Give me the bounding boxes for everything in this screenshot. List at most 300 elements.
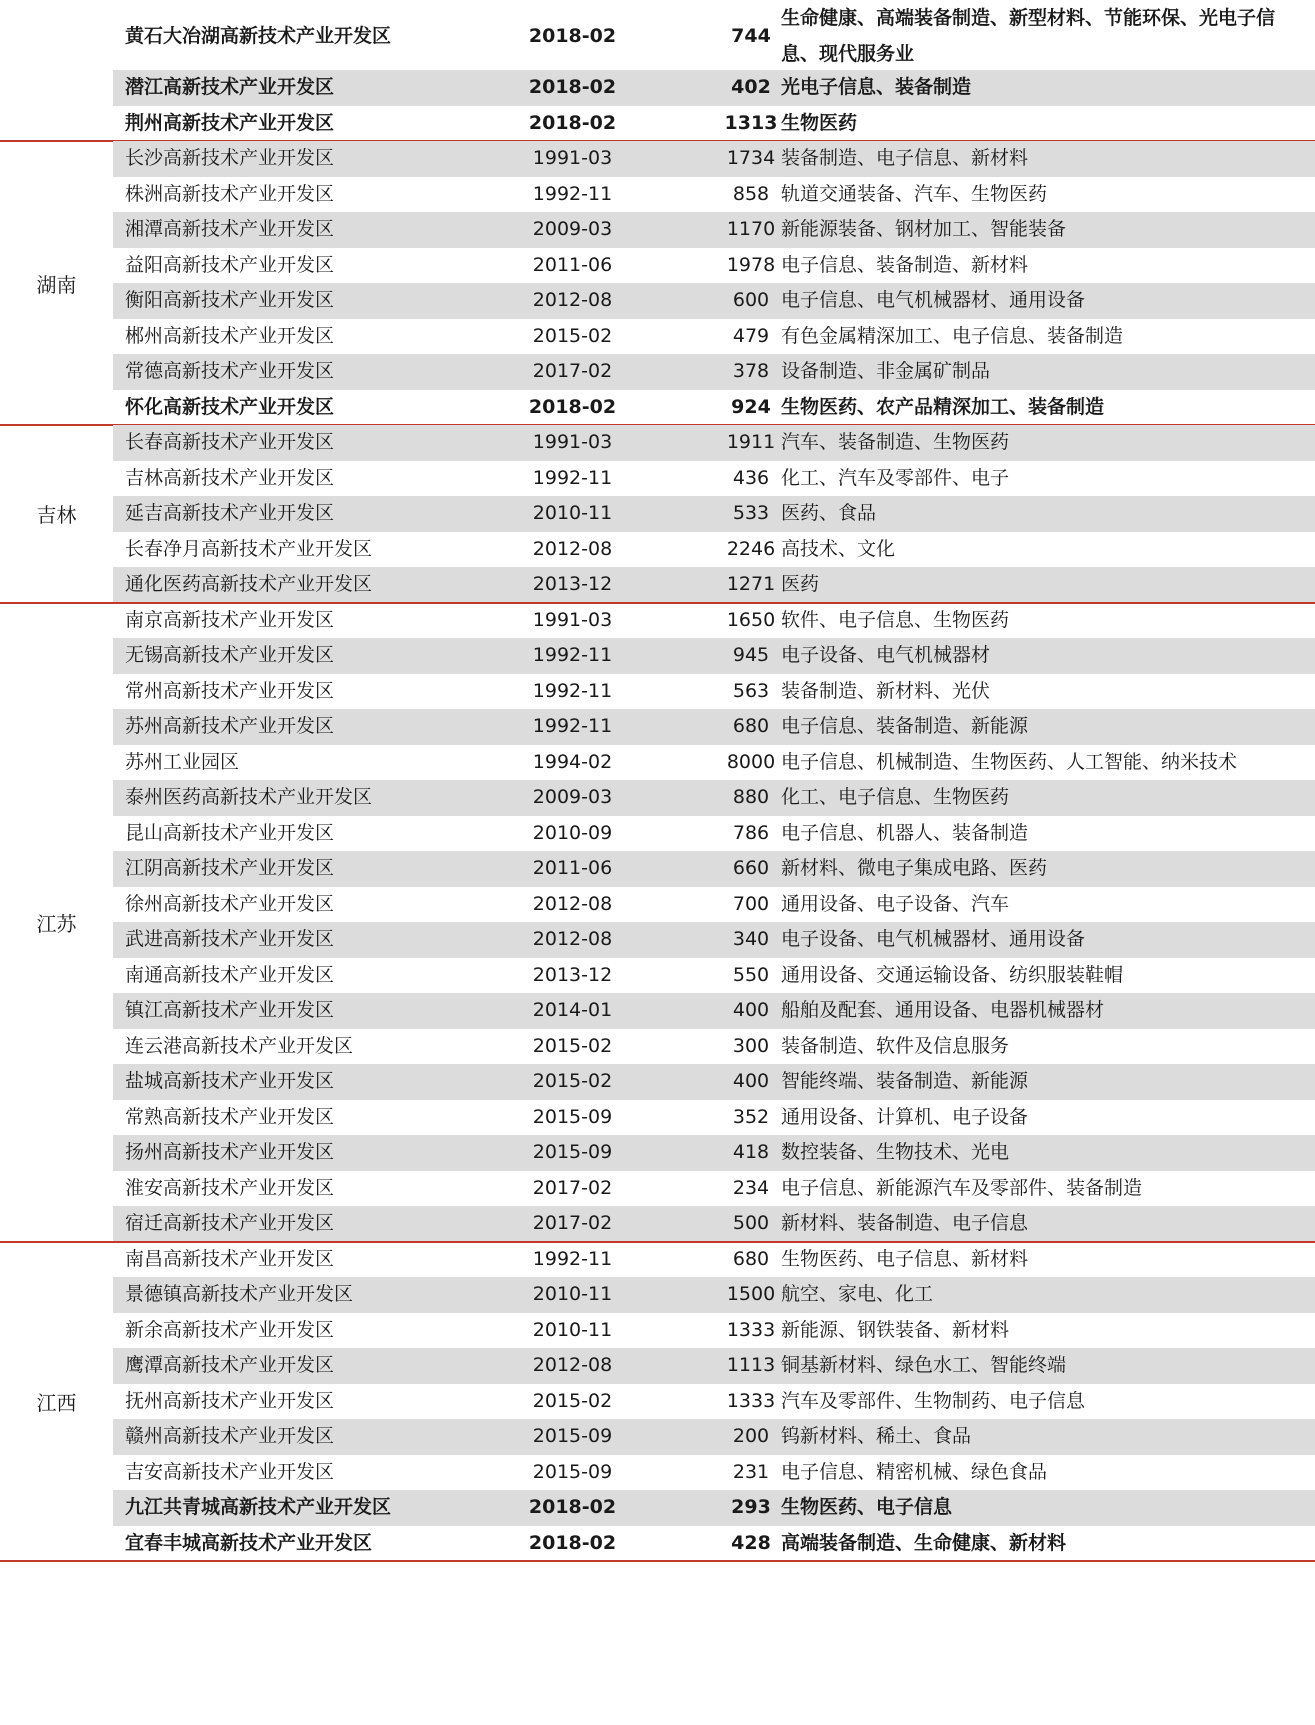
industries-text: 化工、汽车及零部件、电子 <box>781 466 1010 489</box>
industries-text: 新材料、微电子集成电路、医药 <box>781 857 1048 880</box>
area-value-text: 550 <box>732 963 770 986</box>
zone-name <box>125 1242 485 1278</box>
industries-text: 通用设备、电子设备、汽车 <box>781 892 1010 915</box>
approval-date <box>495 1348 650 1384</box>
table-row <box>113 780 1315 816</box>
zone-name <box>125 1277 485 1313</box>
zone-name <box>125 1490 485 1526</box>
zone-name <box>125 212 485 248</box>
industries <box>781 1206 1311 1242</box>
approval-date <box>495 1313 650 1349</box>
zone-name <box>125 780 485 816</box>
industries <box>781 106 1311 142</box>
zone-name-text: 益阳高新技术产业开发区 <box>125 253 335 276</box>
industries-text: 汽车、装备制造、生物医药 <box>781 431 1010 454</box>
industries-text: 有色金属精深加工、电子信息、装备制造 <box>781 324 1124 347</box>
zone-name-text: 江阴高新技术产业开发区 <box>125 857 335 880</box>
industries-text: 电子信息、精密机械、绿色食品 <box>781 1460 1048 1483</box>
zone-name-text: 长春净月高新技术产业开发区 <box>125 537 373 560</box>
industries-text: 设备制造、非金属矿制品 <box>781 360 991 383</box>
zone-name-text: 株洲高新技术产业开发区 <box>125 182 335 205</box>
zone-name-text: 徐州高新技术产业开发区 <box>125 892 335 915</box>
industries-text: 船舶及配套、通用设备、电器机械器材 <box>781 999 1105 1022</box>
approval-date-text: 2009-03 <box>532 786 613 809</box>
approval-date-text: 2010-11 <box>532 1283 613 1306</box>
industries-text: 化工、电子信息、生物医药 <box>781 786 1010 809</box>
province-label: 吉林 <box>36 503 77 528</box>
approval-date-text: 1992-11 <box>532 644 613 667</box>
zone-name-text: 郴州高新技术产业开发区 <box>125 324 335 347</box>
industries <box>781 709 1311 745</box>
approval-date-text: 2011-06 <box>532 253 613 276</box>
industries <box>781 141 1311 177</box>
industries <box>781 603 1311 639</box>
industries-text: 医药、食品 <box>781 502 877 525</box>
area-value-text: 479 <box>732 324 770 347</box>
approval-date <box>495 1384 650 1420</box>
area-value-text: 8000 <box>726 750 776 773</box>
area-value-text: 1911 <box>726 431 776 454</box>
table-row <box>113 1171 1315 1207</box>
zone-name-text: 新余高新技术产业开发区 <box>125 1318 335 1341</box>
industries-text: 轨道交通装备、汽车、生物医药 <box>781 182 1048 205</box>
zone-name <box>125 177 485 213</box>
industries <box>781 1029 1311 1065</box>
table-row <box>113 887 1315 923</box>
area-value-text: 500 <box>732 1212 770 1235</box>
zone-name <box>125 532 485 568</box>
industries <box>781 461 1311 497</box>
industries <box>781 1277 1311 1313</box>
industries <box>781 1419 1311 1455</box>
approval-date-text: 2018-02 <box>528 395 617 418</box>
approval-date <box>495 993 650 1029</box>
approval-date <box>495 958 650 994</box>
industries-text: 数控装备、生物技术、光电 <box>781 1141 1010 1164</box>
approval-date-text: 1992-11 <box>532 182 613 205</box>
approval-date-text: 2015-02 <box>532 1389 613 1412</box>
approval-date-text: 2009-03 <box>532 218 613 241</box>
approval-date-text: 1992-11 <box>532 1247 613 1270</box>
approval-date <box>495 248 650 284</box>
approval-date <box>495 106 650 142</box>
area-value-text: 400 <box>732 999 770 1022</box>
area-value-text: 418 <box>732 1141 770 1164</box>
zone-name-text: 宜春丰城高新技术产业开发区 <box>125 1531 373 1554</box>
zone-name <box>125 922 485 958</box>
zone-name <box>125 1171 485 1207</box>
approval-date-text: 2017-02 <box>532 1176 613 1199</box>
approval-date <box>495 1171 650 1207</box>
table-row <box>113 1064 1315 1100</box>
approval-date-text: 2012-08 <box>532 1354 613 1377</box>
area-value-text: 2246 <box>726 537 776 560</box>
approval-date-text: 2015-02 <box>532 324 613 347</box>
industries <box>781 212 1311 248</box>
approval-date <box>495 70 650 106</box>
province-label: 湖南 <box>36 272 77 297</box>
table-row <box>113 1313 1315 1349</box>
zone-name-text: 南京高新技术产业开发区 <box>125 608 335 631</box>
zone-name-text: 吉林高新技术产业开发区 <box>125 466 335 489</box>
approval-date <box>495 851 650 887</box>
industries-text: 铜基新材料、绿色水工、智能终端 <box>781 1354 1067 1377</box>
approval-date-text: 1992-11 <box>532 715 613 738</box>
approval-date-text: 2010-11 <box>532 502 613 525</box>
table-row <box>113 922 1315 958</box>
table-row <box>113 177 1315 213</box>
area-value-text: 402 <box>731 76 771 99</box>
industries-text: 电子信息、装备制造、新能源 <box>781 715 1029 738</box>
table-row <box>113 745 1315 781</box>
zone-name <box>125 283 485 319</box>
industries-text: 电子信息、机器人、装备制造 <box>781 821 1029 844</box>
table-row <box>113 141 1315 177</box>
area-value-text: 1113 <box>726 1354 776 1377</box>
approval-date-text: 2012-08 <box>532 537 613 560</box>
approval-date <box>495 816 650 852</box>
approval-date <box>495 1100 650 1136</box>
approval-date-text: 2011-06 <box>532 857 613 880</box>
industries <box>781 1384 1311 1420</box>
area-value-text: 1734 <box>726 147 776 170</box>
industries <box>781 425 1311 461</box>
industries <box>781 816 1311 852</box>
table-row <box>113 248 1315 284</box>
table-row <box>113 496 1315 532</box>
approval-date <box>495 1419 650 1455</box>
industries <box>781 958 1311 994</box>
zone-name-text: 怀化高新技术产业开发区 <box>125 395 335 418</box>
area-value-text: 600 <box>732 289 770 312</box>
table-row <box>113 1277 1315 1313</box>
area-value-text: 231 <box>732 1460 770 1483</box>
approval-date-text: 2015-02 <box>532 1070 613 1093</box>
area-value-text: 436 <box>732 466 770 489</box>
area-value-text: 1333 <box>726 1318 776 1341</box>
industries-text: 通用设备、交通运输设备、纺织服装鞋帽 <box>781 963 1124 986</box>
approval-date-text: 1992-11 <box>532 466 613 489</box>
approval-date-text: 2012-08 <box>532 289 613 312</box>
area-value-text: 880 <box>732 786 770 809</box>
zone-name <box>125 319 485 355</box>
industries-text: 生物医药 <box>781 111 858 134</box>
zone-name-text: 盐城高新技术产业开发区 <box>125 1070 335 1093</box>
zone-name <box>125 248 485 284</box>
approval-date <box>495 1277 650 1313</box>
industries <box>781 177 1311 213</box>
approval-date-text: 2013-12 <box>532 573 613 596</box>
approval-date-text: 2015-09 <box>532 1141 613 1164</box>
approval-date-text: 2018-02 <box>528 1496 617 1519</box>
table-row <box>113 2 1315 70</box>
table-row <box>113 1029 1315 1065</box>
area-value-text: 340 <box>732 928 770 951</box>
table-row <box>113 1348 1315 1384</box>
zone-name-text: 荆州高新技术产业开发区 <box>125 111 335 134</box>
zone-name <box>125 1526 485 1562</box>
approval-date <box>495 496 650 532</box>
table-row <box>113 425 1315 461</box>
approval-date <box>495 603 650 639</box>
zone-name-text: 长春高新技术产业开发区 <box>125 431 335 454</box>
zone-name <box>125 1455 485 1491</box>
industries <box>781 319 1311 355</box>
zone-name <box>125 887 485 923</box>
area-value-text: 1978 <box>726 253 776 276</box>
approval-date-text: 2010-11 <box>532 1318 613 1341</box>
industries-text: 航空、家电、化工 <box>781 1283 934 1306</box>
area-value-text: 1271 <box>726 573 776 596</box>
area-value-text: 352 <box>732 1105 770 1128</box>
approval-date <box>495 887 650 923</box>
zone-name <box>125 567 485 603</box>
industries <box>781 922 1311 958</box>
industries-text: 电子信息、电气机械器材、通用设备 <box>781 289 1086 312</box>
zone-name-text: 延吉高新技术产业开发区 <box>125 502 335 525</box>
zone-name-text: 赣州高新技术产业开发区 <box>125 1425 335 1448</box>
industries-text: 医药 <box>781 573 820 596</box>
table-row <box>113 319 1315 355</box>
zone-name-text: 苏州高新技术产业开发区 <box>125 715 335 738</box>
table-row <box>113 1135 1315 1171</box>
zone-name <box>125 993 485 1029</box>
approval-date-text: 2013-12 <box>532 963 613 986</box>
approval-date <box>495 567 650 603</box>
area-value-text: 200 <box>732 1425 770 1448</box>
area-value-text: 1313 <box>724 111 778 134</box>
table-row <box>113 567 1315 603</box>
industries <box>781 496 1311 532</box>
approval-date <box>495 922 650 958</box>
area-value-text: 660 <box>732 857 770 880</box>
industries <box>781 283 1311 319</box>
table-row <box>113 1490 1315 1526</box>
industries <box>781 567 1311 603</box>
industries-text: 软件、电子信息、生物医药 <box>781 608 1010 631</box>
zone-name <box>125 851 485 887</box>
approval-date-text: 1991-03 <box>532 431 613 454</box>
zone-name-text: 扬州高新技术产业开发区 <box>125 1141 335 1164</box>
table-row <box>113 1526 1315 1562</box>
zone-name <box>125 603 485 639</box>
zone-name <box>125 958 485 994</box>
table-row <box>113 1100 1315 1136</box>
industries <box>781 638 1311 674</box>
approval-date <box>495 212 650 248</box>
table-row <box>113 993 1315 1029</box>
zone-name-text: 潜江高新技术产业开发区 <box>125 76 335 99</box>
zone-name-text: 苏州工业园区 <box>125 750 240 773</box>
province-label: 江苏 <box>36 911 77 936</box>
zone-name-text: 九江共青城高新技术产业开发区 <box>125 1496 392 1519</box>
zone-name <box>125 1206 485 1242</box>
table-row <box>113 461 1315 497</box>
industries <box>781 1242 1311 1278</box>
industries <box>781 1064 1311 1100</box>
area-value-text: 400 <box>732 1070 770 1093</box>
industries <box>781 1313 1311 1349</box>
area-value-text: 293 <box>731 1496 771 1519</box>
approval-date-text: 2018-02 <box>528 111 617 134</box>
area-value-text: 234 <box>732 1176 770 1199</box>
zone-name-text: 黄石大冶湖高新技术产业开发区 <box>125 24 392 47</box>
table-row <box>113 532 1315 568</box>
table-row <box>113 1455 1315 1491</box>
area-value-text: 680 <box>732 1247 770 1270</box>
industries-text: 电子信息、新能源汽车及零部件、装备制造 <box>781 1176 1143 1199</box>
industries <box>781 1526 1311 1562</box>
zone-name <box>125 1348 485 1384</box>
industries <box>781 1171 1311 1207</box>
area-value-text: 680 <box>732 715 770 738</box>
approval-date <box>495 425 650 461</box>
zone-name-text: 通化医药高新技术产业开发区 <box>125 573 373 596</box>
approval-date-text: 2012-08 <box>532 928 613 951</box>
table-row <box>113 638 1315 674</box>
approval-date <box>495 1490 650 1526</box>
table-row <box>113 70 1315 106</box>
industries-text: 电子信息、装备制造、新材料 <box>781 253 1029 276</box>
approval-date-text: 1992-11 <box>532 679 613 702</box>
zone-name-text: 宿迁高新技术产业开发区 <box>125 1212 335 1235</box>
zone-name <box>125 425 485 461</box>
industries-text: 装备制造、电子信息、新材料 <box>781 147 1029 170</box>
industries <box>781 993 1311 1029</box>
industries-text: 电子设备、电气机械器材、通用设备 <box>781 928 1086 951</box>
table-row <box>113 1384 1315 1420</box>
approval-date <box>495 1064 650 1100</box>
approval-date <box>495 354 650 390</box>
zone-name <box>125 674 485 710</box>
industries-text: 电子设备、电气机械器材 <box>781 644 991 667</box>
industries <box>781 354 1311 390</box>
zone-name-text: 吉安高新技术产业开发区 <box>125 1460 335 1483</box>
table-row <box>113 390 1315 426</box>
industries-text: 通用设备、计算机、电子设备 <box>781 1105 1029 1128</box>
approval-date-text: 2017-02 <box>532 1212 613 1235</box>
industries-text: 汽车及零部件、生物制药、电子信息 <box>781 1389 1086 1412</box>
industries-text: 电子信息、机械制造、生物医药、人工智能、纳米技术 <box>781 750 1238 773</box>
table-row <box>113 958 1315 994</box>
area-value-text: 1333 <box>726 1389 776 1412</box>
zone-name <box>125 638 485 674</box>
zone-name-text: 衡阳高新技术产业开发区 <box>125 289 335 312</box>
table-row <box>113 816 1315 852</box>
zone-name-text: 镇江高新技术产业开发区 <box>125 999 335 1022</box>
zone-name-text: 常德高新技术产业开发区 <box>125 360 335 383</box>
industries-text: 钨新材料、稀土、食品 <box>781 1425 972 1448</box>
zone-name <box>125 141 485 177</box>
approval-date <box>495 1455 650 1491</box>
area-value-text: 533 <box>732 502 770 525</box>
approval-date <box>495 1206 650 1242</box>
approval-date <box>495 745 650 781</box>
zone-name-text: 昆山高新技术产业开发区 <box>125 821 335 844</box>
approval-date-text: 2017-02 <box>532 360 613 383</box>
industries <box>781 390 1311 426</box>
approval-date <box>495 1029 650 1065</box>
area-value-text: 428 <box>731 1531 771 1554</box>
industries <box>781 1455 1311 1491</box>
zone-name-text: 湘潭高新技术产业开发区 <box>125 218 335 241</box>
approval-date <box>495 461 650 497</box>
area-value-text: 858 <box>732 182 770 205</box>
approval-date <box>495 283 650 319</box>
industries-text: 生物医药、电子信息、新材料 <box>781 1247 1029 1270</box>
zone-name-text: 常熟高新技术产业开发区 <box>125 1105 335 1128</box>
industries-text: 新能源、钢铁装备、新材料 <box>781 1318 1010 1341</box>
industries-text: 装备制造、软件及信息服务 <box>781 1034 1010 1057</box>
table-row <box>113 709 1315 745</box>
zone-name <box>125 1313 485 1349</box>
approval-date <box>495 1242 650 1278</box>
table-row <box>113 674 1315 710</box>
industries <box>781 2 1311 70</box>
approval-date-text: 2018-02 <box>528 1531 617 1554</box>
industries <box>781 780 1311 816</box>
table-row <box>113 106 1315 142</box>
approval-date-text: 2010-09 <box>532 821 613 844</box>
industries-text: 装备制造、新材料、光伏 <box>781 679 991 702</box>
zone-name <box>125 354 485 390</box>
industries <box>781 1348 1311 1384</box>
zone-name <box>125 1029 485 1065</box>
zone-name <box>125 1419 485 1455</box>
zone-name <box>125 1064 485 1100</box>
zone-name <box>125 461 485 497</box>
group-separator <box>0 1560 1315 1562</box>
zone-name <box>125 709 485 745</box>
industries-text: 生物医药、农产品精深加工、装备制造 <box>781 395 1105 418</box>
area-value-text: 1170 <box>726 218 776 241</box>
zone-name-text: 淮安高新技术产业开发区 <box>125 1176 335 1199</box>
zone-name-text: 常州高新技术产业开发区 <box>125 679 335 702</box>
approval-date <box>495 638 650 674</box>
approval-date <box>495 2 650 70</box>
industries-text: 新能源装备、钢材加工、智能装备 <box>781 218 1067 241</box>
area-value-text: 1650 <box>726 608 776 631</box>
zone-name <box>125 745 485 781</box>
industries-text: 光电子信息、装备制造 <box>781 76 972 99</box>
approval-date-text: 2015-02 <box>532 1034 613 1057</box>
approval-date <box>495 674 650 710</box>
zone-name <box>125 1100 485 1136</box>
industries <box>781 532 1311 568</box>
industries <box>781 70 1311 106</box>
approval-date <box>495 141 650 177</box>
approval-date-text: 1991-03 <box>532 147 613 170</box>
approval-date-text: 2014-01 <box>532 999 613 1022</box>
table-row <box>113 1419 1315 1455</box>
zone-name <box>125 390 485 426</box>
approval-date <box>495 390 650 426</box>
area-value-text: 744 <box>731 24 771 47</box>
table-row <box>113 1206 1315 1242</box>
table-row <box>113 1242 1315 1278</box>
area-value-text: 945 <box>732 644 770 667</box>
zone-name <box>125 816 485 852</box>
area-value-text: 378 <box>732 360 770 383</box>
zone-name-text: 南昌高新技术产业开发区 <box>125 1247 335 1270</box>
area-value-text: 1500 <box>726 1283 776 1306</box>
area-value-text: 924 <box>731 395 771 418</box>
industries <box>781 248 1311 284</box>
zone-name-text: 鹰潭高新技术产业开发区 <box>125 1354 335 1377</box>
zone-name-text: 无锡高新技术产业开发区 <box>125 644 335 667</box>
industries <box>781 745 1311 781</box>
industries <box>781 1100 1311 1136</box>
